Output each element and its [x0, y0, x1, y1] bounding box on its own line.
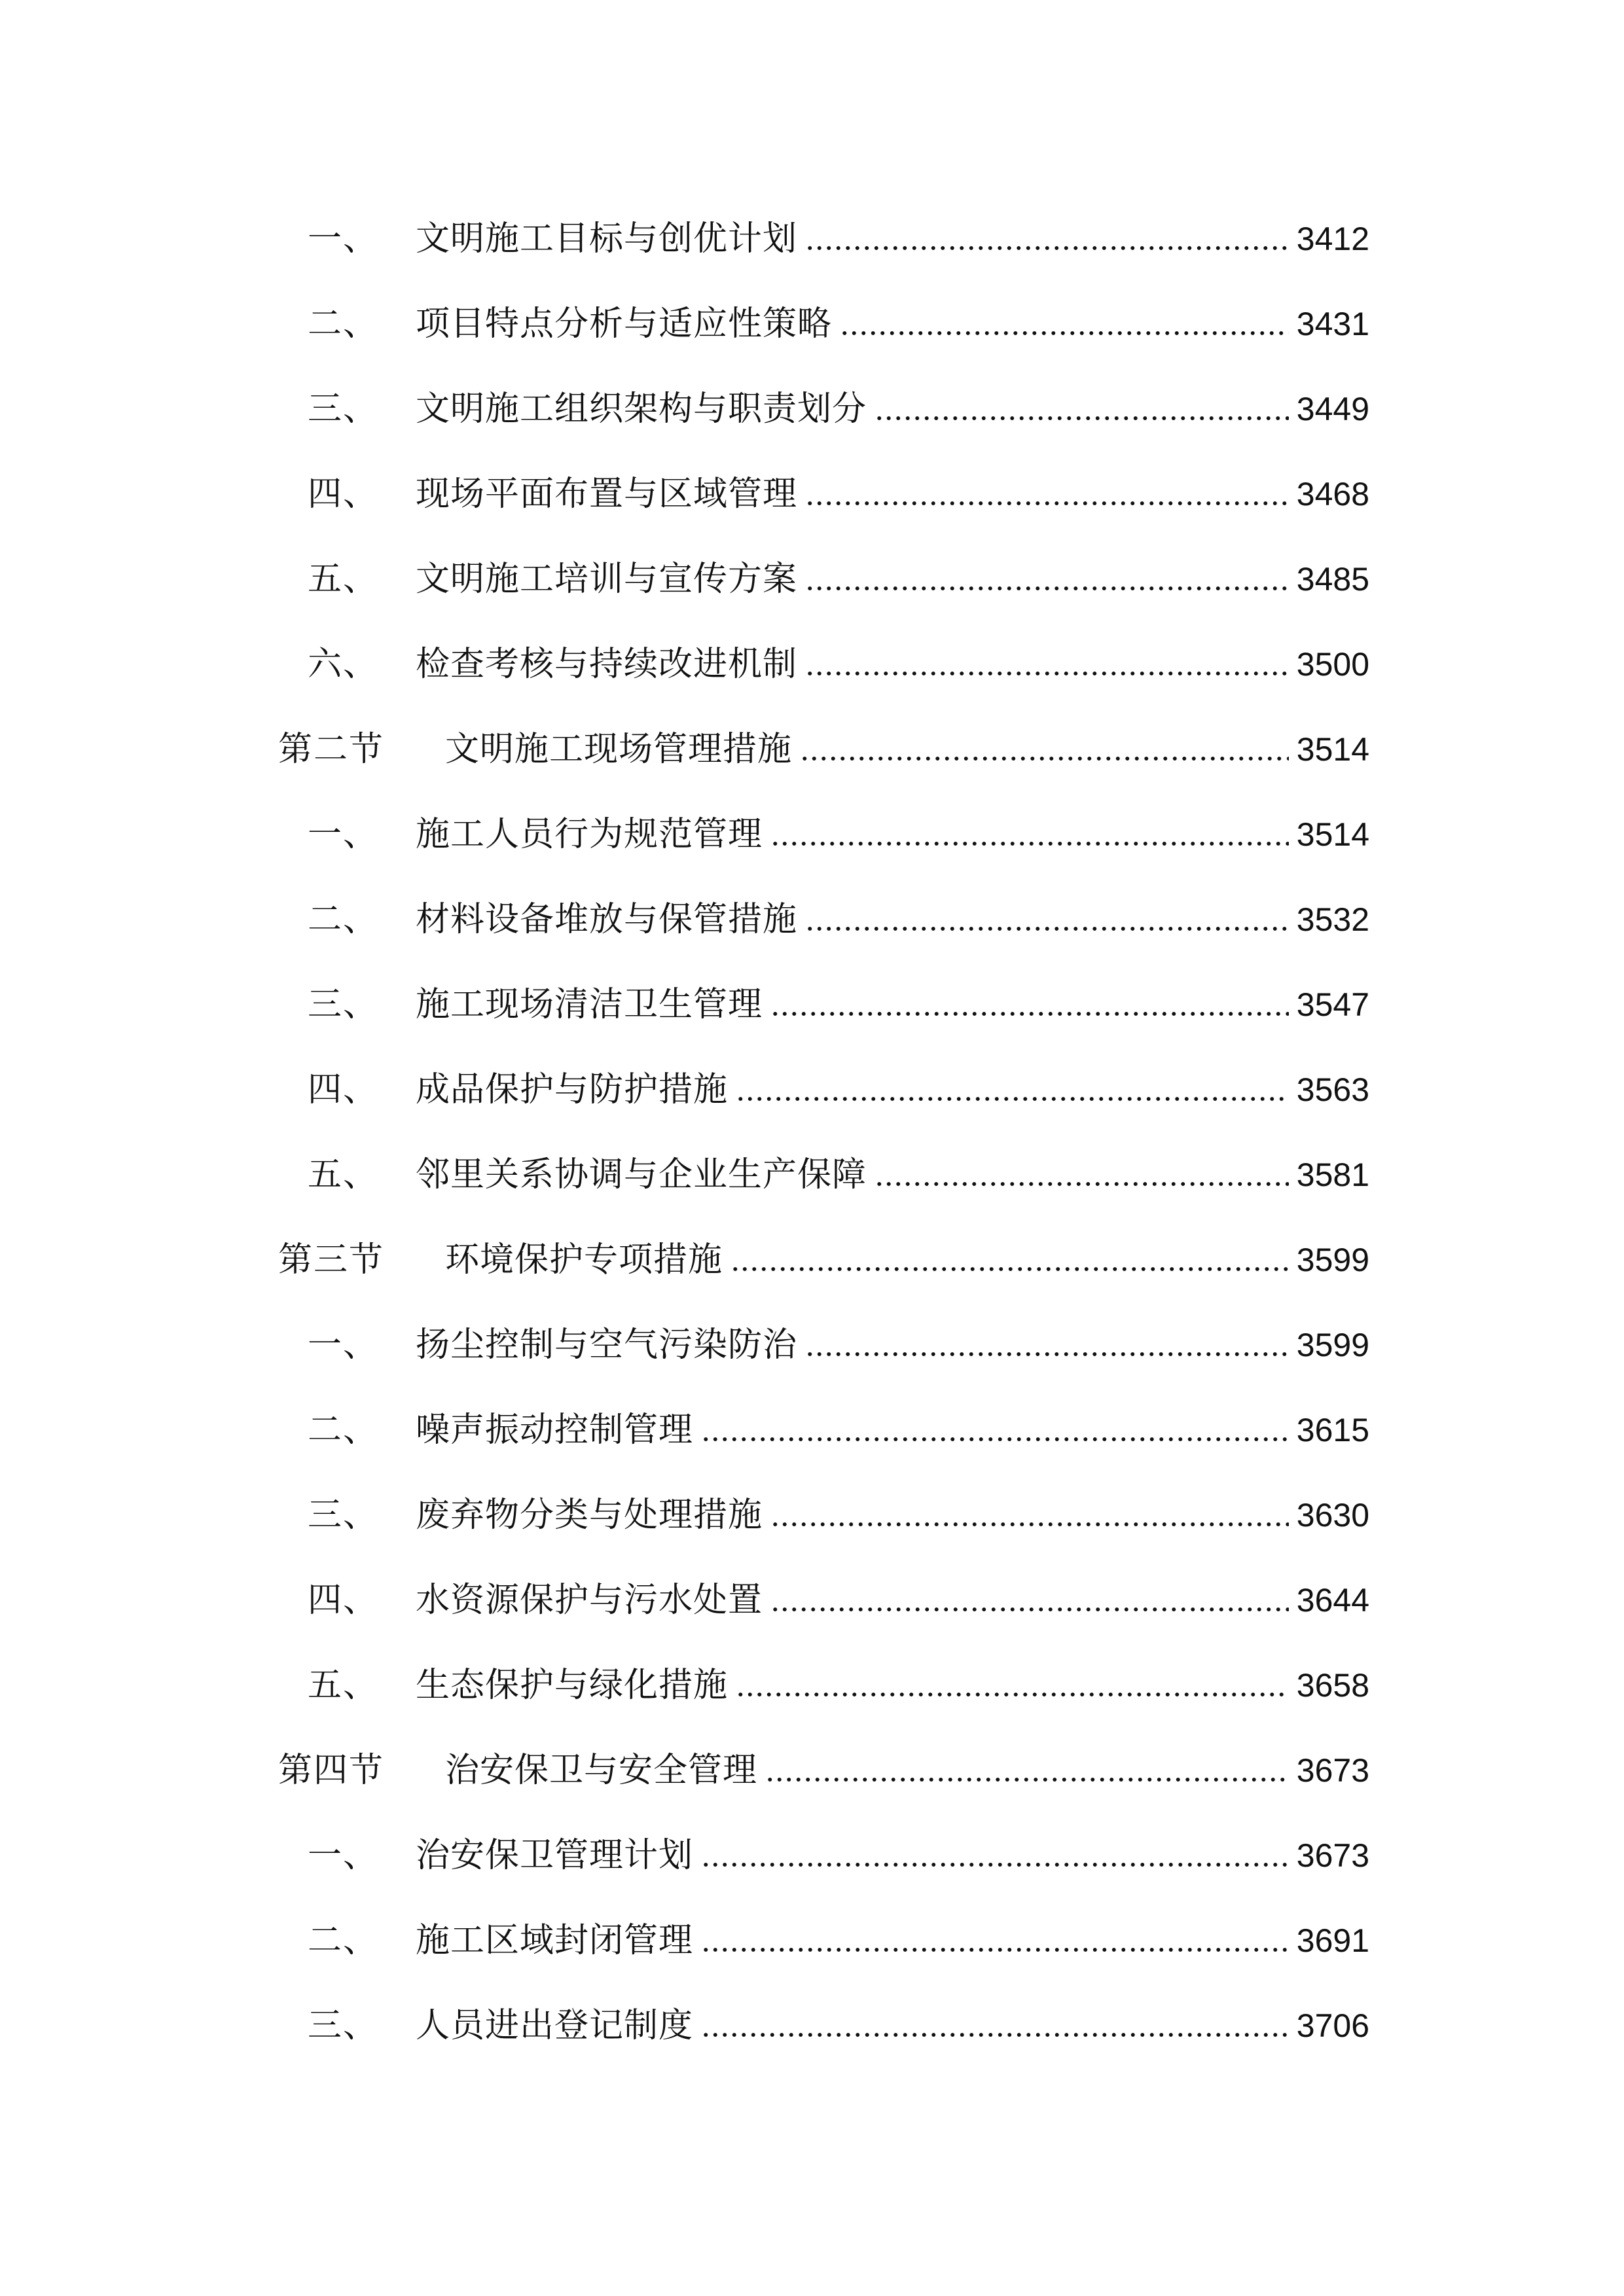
toc-entry-page: 3706: [1296, 2007, 1369, 2044]
toc-entry[interactable]: [308, 209, 1369, 268]
toc-entry-title: 项目特点分析与适应性策略: [416, 304, 833, 344]
toc-entry-number: 四、: [308, 1581, 379, 1620]
toc-entry-page: 3673: [1296, 1752, 1369, 1789]
toc-section-number: 第四节: [278, 1751, 385, 1790]
toc-dot-leader: [805, 1352, 1289, 1356]
toc-entry[interactable]: [308, 1826, 1369, 1885]
toc-entry-number: 六、: [308, 645, 379, 684]
toc-entry-page: 3532: [1296, 901, 1369, 938]
toc-entry-number: 二、: [308, 304, 379, 344]
toc-entry-title: 检查考核与持续改进机制: [416, 645, 798, 684]
toc-entry[interactable]: [308, 805, 1369, 864]
toc-entry-page: 3412: [1296, 221, 1369, 257]
toc-entry-title: 施工区域封闭管理: [416, 1921, 694, 1960]
toc-entry[interactable]: [308, 1656, 1369, 1715]
toc-entry[interactable]: [308, 1911, 1369, 1970]
toc-section-number: 第三节: [278, 1240, 385, 1280]
toc-entry[interactable]: [308, 890, 1369, 949]
toc-section-title: 环境保护专项措施: [445, 1240, 723, 1280]
toc-entry-title: 扬尘控制与空气污染防治: [416, 1325, 798, 1365]
toc-dot-leader: [770, 1012, 1289, 1016]
toc-entry-title: 人员进出登记制度: [416, 2006, 694, 2045]
toc-entry-number: 四、: [308, 475, 379, 514]
toc-dot-leader: [701, 1948, 1289, 1952]
toc-section-entry[interactable]: [278, 1230, 1369, 1289]
toc-entry-page: 3431: [1296, 306, 1369, 342]
toc-entry-number: 三、: [308, 2006, 379, 2045]
toc-dot-leader: [701, 1863, 1289, 1867]
toc-entry[interactable]: [308, 1316, 1369, 1374]
toc-entry-title: 治安保卫管理计划: [416, 1836, 694, 1875]
toc-entry-number: 二、: [308, 1410, 379, 1450]
toc-entry[interactable]: [308, 1401, 1369, 1460]
toc-entry-title: 施工现场清洁卫生管理: [416, 985, 763, 1024]
toc-entry[interactable]: [308, 1145, 1369, 1204]
toc-dot-leader: [765, 1778, 1289, 1782]
toc-dot-leader: [770, 842, 1289, 846]
toc-entry-page: 3514: [1296, 731, 1369, 768]
toc-entry-number: 二、: [308, 900, 379, 939]
toc-dot-leader: [731, 1267, 1289, 1271]
toc-entry-page: 3630: [1296, 1497, 1369, 1534]
toc-entry[interactable]: [308, 380, 1369, 439]
toc-entry-title: 邻里关系协调与企业生产保障: [416, 1155, 867, 1194]
toc-entry-page: 3599: [1296, 1242, 1369, 1278]
toc-entry-page: 3547: [1296, 986, 1369, 1023]
toc-entry-number: 一、: [308, 1836, 379, 1875]
toc-entry[interactable]: [308, 975, 1369, 1034]
toc-entry[interactable]: [308, 295, 1369, 353]
toc-dot-leader: [875, 1182, 1289, 1186]
toc-section-number: 第二节: [278, 730, 385, 769]
toc-dot-leader: [701, 2033, 1289, 2037]
toc-entry-page: 3468: [1296, 476, 1369, 512]
toc-entry-number: 三、: [308, 1496, 379, 1535]
toc-entry[interactable]: [308, 465, 1369, 524]
toc-entry-number: 二、: [308, 1921, 379, 1960]
toc-entry-title: 材料设备堆放与保管措施: [416, 900, 798, 939]
toc-entry-page: 3644: [1296, 1582, 1369, 1619]
toc-entry-number: 一、: [308, 815, 379, 854]
toc-entry-number: 五、: [308, 1666, 379, 1705]
toc-entry-page: 3658: [1296, 1667, 1369, 1704]
toc-dot-leader: [805, 927, 1289, 931]
toc-entry-number: 一、: [308, 1325, 379, 1365]
toc-entry[interactable]: [308, 1571, 1369, 1630]
toc-entry-page: 3673: [1296, 1837, 1369, 1874]
toc-entry-page: 3581: [1296, 1157, 1369, 1193]
toc-entry[interactable]: [308, 1060, 1369, 1119]
toc-dot-leader: [805, 586, 1289, 590]
toc-dot-leader: [805, 246, 1289, 250]
toc-entry-page: 3485: [1296, 561, 1369, 598]
toc-section-entry[interactable]: [278, 1741, 1369, 1800]
toc-entry-title: 文明施工培训与宣传方案: [416, 560, 798, 599]
toc-section-title: 文明施工现场管理措施: [445, 730, 793, 769]
toc-entry-page: 3449: [1296, 391, 1369, 427]
toc-entry-number: 五、: [308, 1155, 379, 1194]
toc-dot-leader: [736, 1097, 1289, 1101]
toc-dot-leader: [736, 1693, 1289, 1696]
toc-entry-title: 现场平面布置与区域管理: [416, 475, 798, 514]
toc-entry-title: 施工人员行为规范管理: [416, 815, 763, 854]
toc-entry-page: 3514: [1296, 816, 1369, 853]
toc-entry-page: 3691: [1296, 1922, 1369, 1959]
toc-entry[interactable]: [308, 1996, 1369, 2055]
toc-entry-number: 五、: [308, 560, 379, 599]
toc-entry-page: 3500: [1296, 646, 1369, 683]
toc-entry[interactable]: [308, 635, 1369, 694]
toc-entry-page: 3615: [1296, 1412, 1369, 1448]
toc-entry-title: 文明施工目标与创优计划: [416, 219, 798, 259]
toc-section-title: 治安保卫与安全管理: [445, 1751, 758, 1790]
toc-entry-title: 水资源保护与污水处置: [416, 1581, 763, 1620]
toc-dot-leader: [770, 1607, 1289, 1611]
toc-entry-title: 废弃物分类与处理措施: [416, 1496, 763, 1535]
toc-section-entry[interactable]: [278, 720, 1369, 779]
toc-dot-leader: [805, 672, 1289, 675]
toc-entry-number: 四、: [308, 1070, 379, 1109]
toc-dot-leader: [800, 757, 1289, 761]
toc-entry-title: 成品保护与防护措施: [416, 1070, 729, 1109]
toc-entry-title: 文明施工组织架构与职责划分: [416, 389, 867, 429]
toc-dot-leader: [805, 501, 1289, 505]
toc-entry-page: 3563: [1296, 1071, 1369, 1108]
toc-entry-title: 噪声振动控制管理: [416, 1410, 694, 1450]
toc-entry[interactable]: [308, 550, 1369, 609]
toc-dot-leader: [770, 1522, 1289, 1526]
toc-entry-number: 三、: [308, 985, 379, 1024]
toc-entry-number: 一、: [308, 219, 379, 259]
toc-dot-leader: [840, 331, 1289, 335]
toc-dot-leader: [875, 416, 1289, 420]
toc-entry-title: 生态保护与绿化措施: [416, 1666, 729, 1705]
toc-entry-number: 三、: [308, 389, 379, 429]
toc-entry-page: 3599: [1296, 1327, 1369, 1363]
toc-dot-leader: [701, 1437, 1289, 1441]
toc-entry[interactable]: [308, 1486, 1369, 1545]
